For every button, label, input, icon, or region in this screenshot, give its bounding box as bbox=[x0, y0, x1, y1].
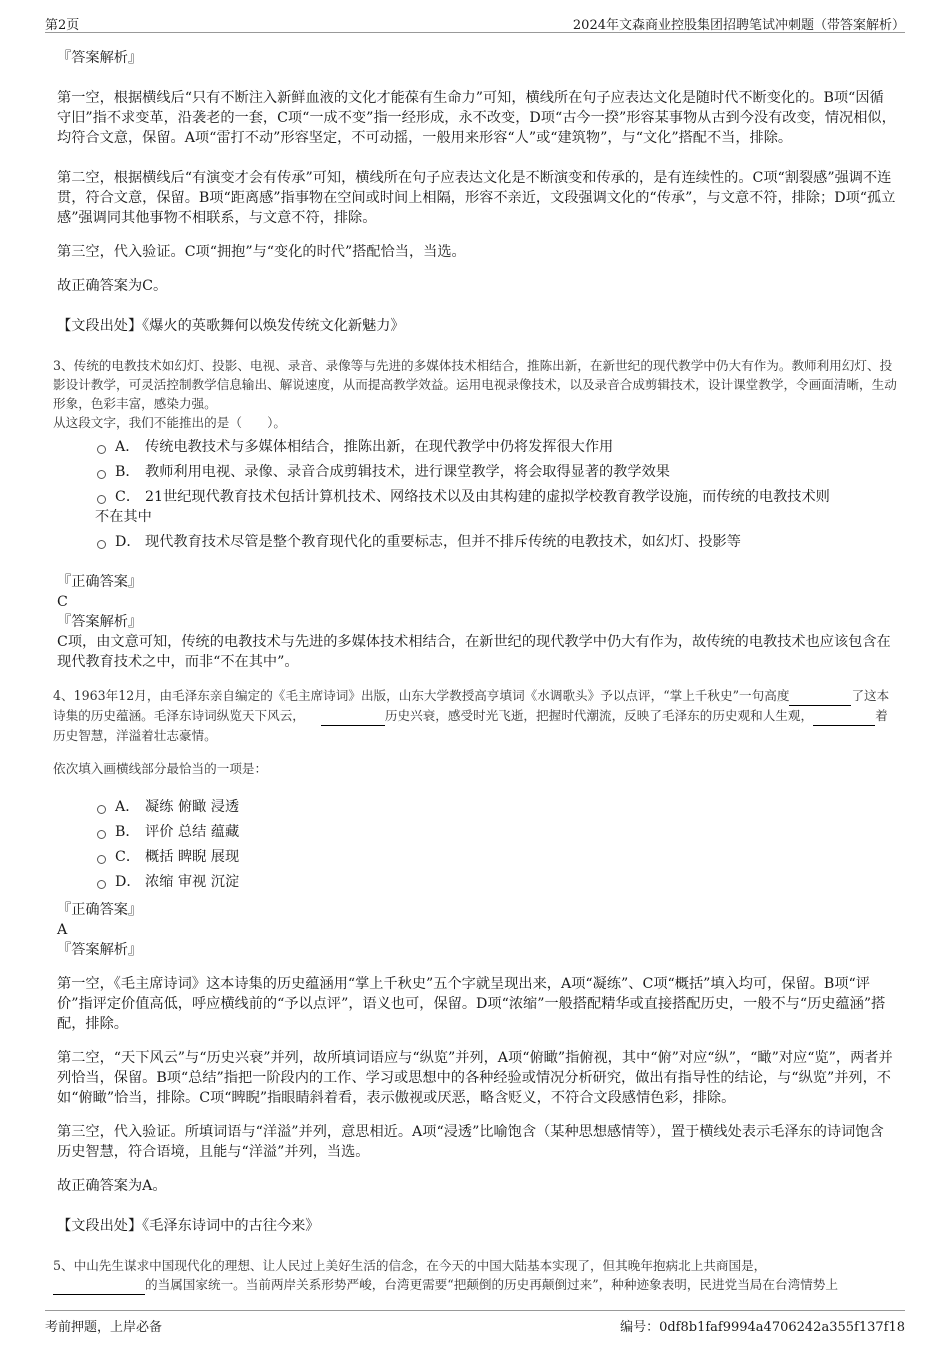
radio-button[interactable] bbox=[97, 805, 106, 814]
option-letter: B． bbox=[115, 824, 140, 840]
radio-button[interactable] bbox=[97, 495, 106, 504]
option-text: 教师利用电视、录像、录音合成剪辑技术，进行课堂教学，将会取得显著的教学效果 bbox=[145, 464, 670, 480]
explain-paragraph: 第三空，代入验证。C项“拥抱”与“变化的时代”搭配恰当，当选。 bbox=[57, 244, 466, 260]
option-text-continued: 不在其中 bbox=[95, 509, 152, 525]
option-letter: B． bbox=[115, 464, 140, 480]
explain-paragraph: 第一空，《毛主席诗词》这本诗集的历史蕴涵用“掌上千秋史”五个字就呈现出来，A项“凝练”、C项“概括”填入均可，保留。B项“评价”指评定价值高低，呼应横线前的“予以点评”，语义也可，保留。D项“浓缩”一般搭配精华或直接搭配历史，一般不与“历史蕴涵”搭配，排除。 bbox=[57, 976, 886, 1032]
option-text: 21世纪现代教育技术包括计算机技术、网络技术以及由其构建的虚拟学校教育教学设施，而传统的电教技术则 bbox=[145, 489, 830, 505]
option-text: 现代教育技术尽管是整个教育现代化的重要标志，但并不排斥传统的电教技术，如幻灯、投影等 bbox=[145, 534, 741, 550]
source: 【文段出处】《毛泽东诗词中的古往今来》 bbox=[57, 1218, 320, 1234]
fill-blank bbox=[321, 706, 385, 726]
radio-button[interactable] bbox=[97, 445, 106, 454]
question-stem bbox=[53, 686, 897, 745]
option-d[interactable] bbox=[97, 872, 897, 892]
option-text: 浓缩 审视 沉淀 bbox=[145, 874, 240, 890]
footer-slogan: 考前押题，上岸必备 bbox=[45, 1320, 163, 1335]
correct-answer: A bbox=[57, 922, 68, 938]
document-code: 编号：0df8b1faf9994a4706242a355f137f18 bbox=[620, 1320, 905, 1335]
stem-part: 5、中山先生谋求中国现代化的理想、让人民过上美好生活的信念，在今天的中国大陆基本实现了，但其晚年抱病北上共商国是， bbox=[53, 1258, 767, 1273]
document-title: 2024年文森商业控股集团招聘笔试冲刺题（带答案解析） bbox=[572, 18, 905, 33]
page-content bbox=[53, 48, 897, 1295]
option-letter: D． bbox=[115, 874, 141, 890]
conclusion: 故正确答案为A。 bbox=[57, 1178, 167, 1194]
option-a[interactable] bbox=[97, 437, 897, 457]
option-letter: C． bbox=[115, 849, 141, 865]
option-letter: C． bbox=[115, 489, 141, 505]
fill-blank bbox=[789, 686, 851, 706]
option-c[interactable] bbox=[97, 487, 897, 507]
answer-label: 『正确答案』 bbox=[57, 902, 143, 918]
conclusion: 故正确答案为C。 bbox=[57, 278, 168, 294]
stem-part: 了这本诗集的历史蕴涵。毛泽东诗词纵览天下风云， bbox=[53, 688, 890, 723]
option-letter: A． bbox=[115, 439, 140, 455]
question-stem bbox=[53, 1256, 897, 1295]
explain-label: 『答案解析』 bbox=[57, 942, 143, 958]
option-text: 传统电教技术与多媒体相结合，推陈出新，在现代教学中仍将发挥很大作用 bbox=[145, 439, 614, 455]
option-d[interactable] bbox=[97, 532, 897, 552]
question-prompt: 依次填入画横线部分最恰当的一项是： bbox=[53, 761, 268, 776]
radio-button[interactable] bbox=[97, 540, 106, 549]
option-b[interactable] bbox=[97, 462, 897, 482]
option-c[interactable] bbox=[97, 847, 897, 867]
radio-button[interactable] bbox=[97, 880, 106, 889]
explain-paragraph: 第一空，根据横线后“只有不断注入新鲜血液的文化才能葆有生命力”可知，横线所在句子应表达文化是随时代不断变化的。B项“因循守旧”指不求变革，沿袭老的一套，C项“一成不变”指一经形成，永不改变，D项“古今一揆”形容某事物从古到今没有改变，情况相似，均符合文意，保留。A项“雷打不动”形容坚定，不可动摇，一般用来形容“人”或“建筑物”，与“文化”搭配不当，排除。 bbox=[57, 90, 896, 146]
page-number: 第2页 bbox=[45, 18, 80, 33]
question-stem: 3、传统的电教技术如幻灯、投影、电视、录音、录像等与先进的多媒体技术相结合，推陈出新，在新世纪的现代教学中仍大有作为。教师利用幻灯、投影设计教学，可灵活控制教学信息输出、解说速度，从而提高教学效益。运用电视录像技术，以及录音合成剪辑技术，设计课堂教学，令画面清晰，生动形象，色彩丰富，感染力强。 bbox=[53, 358, 897, 411]
stem-part: 的当属国家统一。当前两岸关系形势严峻，台湾更需要“把颠倒的历史再颠倒过来”，种种迹象表明，民进党当局在台湾情势上 bbox=[145, 1277, 838, 1292]
option-a[interactable] bbox=[97, 797, 897, 817]
explain-paragraph: 第三空，代入验证。所填词语与“洋溢”并列，意思相近。A项“浸透”比喻饱含（某种思想感情等），置于横线处表示毛泽东的诗词饱含历史智慧，符合语境，且能与“洋溢”并列，当选。 bbox=[57, 1124, 884, 1160]
explain-paragraph: C项，由文意可知，传统的电教技术与先进的多媒体技术相结合，在新世纪的现代教学中仍大有作为，故传统的电教技术也应该包含在现代教育技术之中，而非“不在其中”。 bbox=[57, 634, 891, 670]
explain-paragraph: 第二空，根据横线后“有演变才会有传承”可知，横线所在句子应表达文化是不断演变和传承的，是有连续性的。C项“割裂感”强调不连贯，符合文意，保留。B项“距离感”指事物在空间或时间上相隔，形容不亲近，文段强调文化的“传承”，与文意不符，排除；D项“孤立感”强调同其他事物不相联系，与文意不符，排除。 bbox=[57, 170, 896, 226]
option-letter: D． bbox=[115, 534, 141, 550]
question-prompt: 从这段文字，我们不能推出的是（ ）。 bbox=[53, 415, 286, 430]
radio-button[interactable] bbox=[97, 830, 106, 839]
answer-label: 『正确答案』 bbox=[57, 574, 143, 590]
option-b[interactable] bbox=[97, 822, 897, 842]
stem-part: 历史兴衰，感受时光飞逝，把握时代潮流，反映了毛泽东的历史观和人生观， bbox=[384, 708, 814, 723]
page-header bbox=[45, 12, 905, 33]
option-text: 概括 睥睨 展现 bbox=[145, 849, 240, 865]
correct-answer: C bbox=[57, 594, 68, 610]
explain-paragraph: 第二空，“天下风云”与“历史兴衰”并列，故所填词语应与“纵览”并列，A项“俯瞰”指俯视，其中“俯”对应“纵”，“瞰”对应“览”，两者并列恰当，保留。B项“总结”指把一阶段内的工作、学习或思想中的各种经验或情况分析研究，做出有指导性的结论，与“纵览”并列，不如“俯瞰”恰当，排除。C项“睥睨”指眼睛斜着看，表示傲视或厌恶，略含贬义，不符合文段感情色彩，排除。 bbox=[57, 1050, 893, 1106]
explain-label: 『答案解析』 bbox=[57, 50, 143, 66]
option-letter: A． bbox=[115, 799, 140, 815]
page-footer bbox=[45, 1310, 905, 1333]
option-text: 评价 总结 蕴藏 bbox=[145, 824, 240, 840]
option-text: 凝练 俯瞰 浸透 bbox=[145, 799, 240, 815]
source: 【文段出处】《爆火的英歌舞何以焕发传统文化新魅力》 bbox=[57, 318, 405, 334]
radio-button[interactable] bbox=[97, 855, 106, 864]
stem-part: 着历史智慧，洋溢着壮志豪情。 bbox=[53, 708, 888, 743]
fill-blank bbox=[53, 1275, 145, 1295]
explain-label: 『答案解析』 bbox=[57, 614, 143, 630]
fill-blank bbox=[813, 706, 875, 726]
stem-part: 4、1963年12月，由毛泽东亲自编定的《毛主席诗词》出版，山东大学教授高亨填词《水调歌头》予以点评，“掌上千秋史”一句高度 bbox=[53, 688, 790, 703]
radio-button[interactable] bbox=[97, 470, 106, 479]
